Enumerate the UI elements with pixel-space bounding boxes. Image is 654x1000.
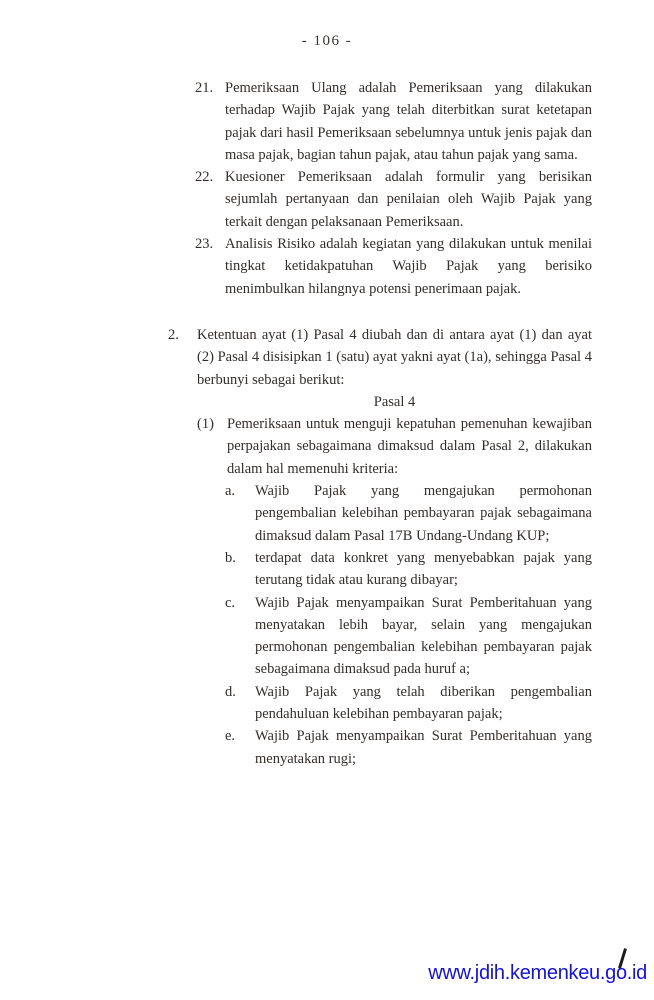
definition-item-22 — [195, 166, 592, 233]
criteria-item-c — [225, 592, 592, 681]
verse-item-1 — [197, 413, 592, 480]
criteria-item-e — [225, 725, 592, 770]
list-number: 22. — [195, 169, 214, 186]
letter-marker: c. — [225, 594, 236, 611]
criteria-item-a — [225, 480, 592, 547]
criteria-item-b — [225, 547, 592, 592]
letter-marker: d. — [225, 683, 236, 700]
definition-text: Analisis Risiko adalah kegiatan yang dilakukan untuk menilai tingkat ketidakpatuhan Wajib Pajak yang berisiko menimbulkan hilangnya potensi penerimaan pajak. — [225, 236, 592, 297]
letter-marker: a. — [225, 483, 236, 500]
criteria-text: Wajib Pajak menyampaikan Surat Pemberitahuan yang menyatakan rugi; — [255, 728, 592, 767]
article-heading: Pasal 4 — [373, 393, 416, 410]
page-number: - 106 - — [301, 33, 353, 49]
letter-marker: e. — [225, 728, 236, 745]
criteria-text: Wajib Pajak yang telah diberikan pengembalian pendahuluan kelebihan pembayaran pajak; — [255, 683, 592, 723]
list-number: 2. — [168, 326, 179, 343]
verse-number: (1) — [197, 416, 214, 433]
criteria-text: Wajib Pajak yang mengajukan permohonan pengembalian kelebihan pembayaran pajak sebagaimana dimaksud dalam Pasal 17B Undang-Undang KUP; — [255, 483, 592, 544]
footer-link[interactable]: www.jdih.kemenkeu.go.id — [428, 962, 647, 984]
criteria-item-d — [225, 681, 592, 726]
letter-marker: b. — [225, 549, 236, 566]
list-number: 21. — [195, 80, 214, 96]
verse-text: Pemeriksaan untuk menguji kepatuhan pemenuhan kewajiban perpajakan sebagaimana dimaksud dalam Pasal 2, dilakukan dalam hal memenuhi kriteria: — [227, 416, 592, 477]
definition-text: Pemeriksaan Ulang adalah Pemeriksaan yang dilakukan terhadap Wajib Pajak yang telah diterbitkan surat ketetapan pajak dari hasil Pemeriksaan sebelumnya untuk jenis pajak dan masa pajak, bagian tahun pajak, atau tahun pajak yang sama. — [225, 80, 592, 163]
definition-item-23 — [195, 233, 592, 300]
definition-item-21 — [195, 77, 592, 166]
criteria-text: terdapat data konkret yang menyebabkan pajak yang terutang tidak atau kurang dibayar; — [255, 549, 592, 589]
definition-text: Kuesioner Pemeriksaan adalah formulir yang berisikan sejumlah pertanyaan dan penilaian oleh Wajib Pajak yang terkait dengan pelaksanaan Pemeriksaan. — [225, 169, 592, 230]
criteria-text: Wajib Pajak menyampaikan Surat Pemberitahuan yang menyatakan lebih bayar, selain yang mengajukan permohonan pengembalian kelebihan pembayaran pajak sebagaimana dimaksud pada huruf a; — [255, 594, 592, 678]
amendment-intro-text: Ketentuan ayat (1) Pasal 4 diubah dan di antara ayat (1) dan ayat (2) Pasal 4 disisipkan 1 (satu) ayat yakni ayat (1a), sehingga Pasal 4 berbunyi sebagai berikut: — [197, 326, 592, 388]
amendment-item-2 — [168, 324, 592, 391]
list-number: 23. — [195, 236, 214, 253]
document-body — [168, 77, 592, 770]
